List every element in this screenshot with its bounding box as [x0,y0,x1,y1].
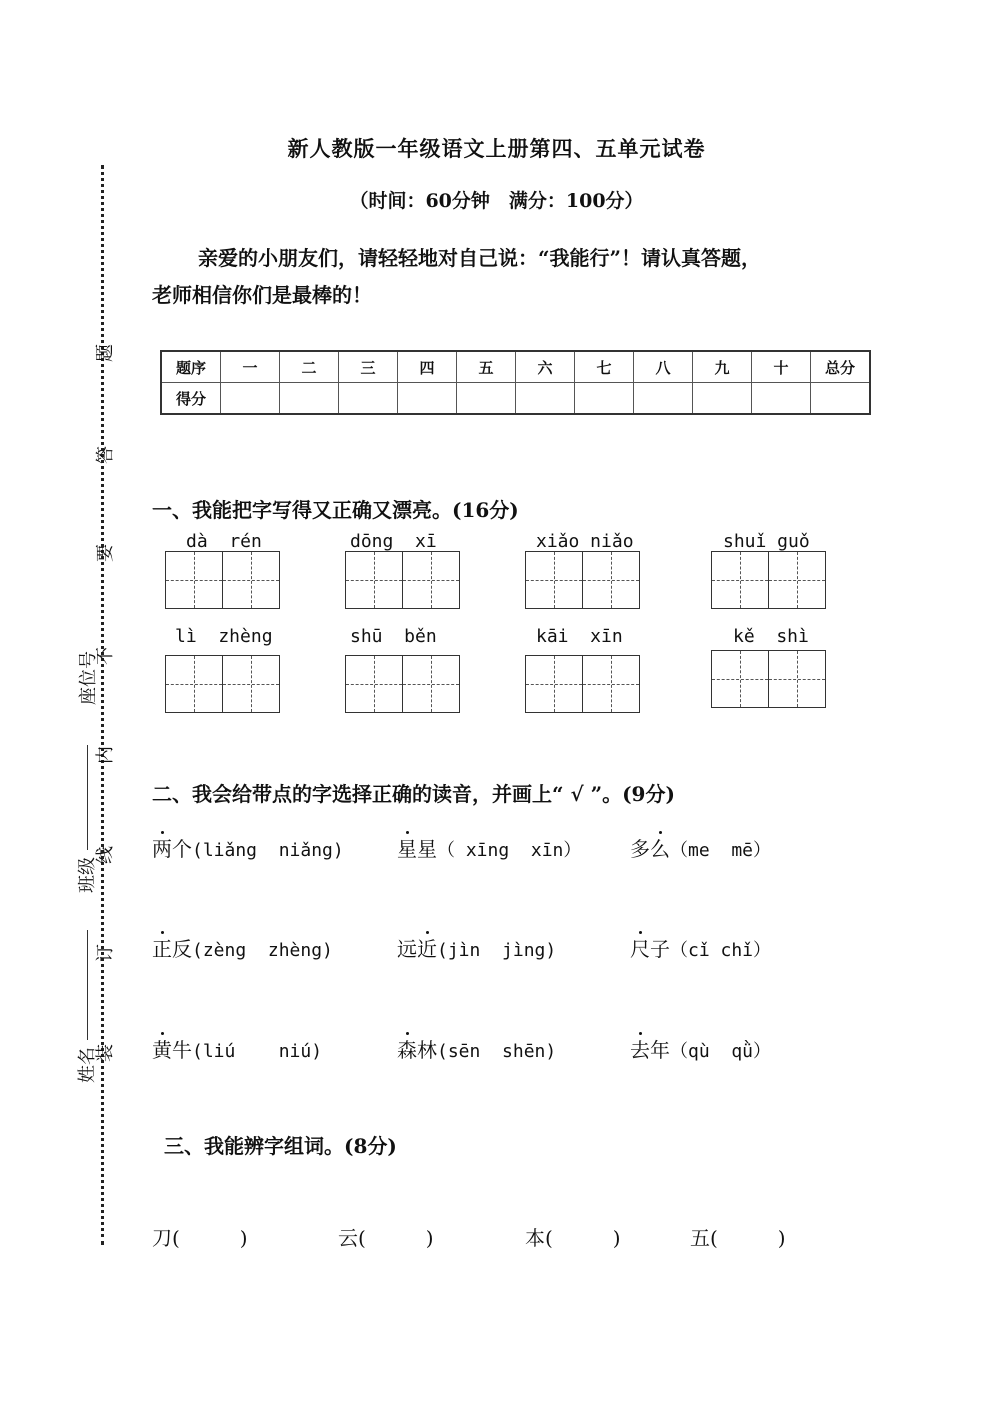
score-input-cell[interactable] [516,383,575,415]
score-input-cell[interactable] [221,383,280,415]
table-cell: 六 [516,351,575,383]
pinyin-label: shū běn [350,626,437,647]
pinyin-options: (liú niú) [192,1041,323,1062]
dotted-char: 森 [397,1038,417,1062]
seal-word: 答 [95,446,116,464]
class-write-line[interactable] [87,745,88,850]
intro-line-2: 老师相信你们是最棒的！ [152,283,372,307]
reading-choice-item[interactable] [152,1034,322,1063]
table-cell: 一 [221,351,280,383]
seal-word: 线 [95,846,116,864]
section-1-title: 一、我能把字写得又正确又漂亮。(16分) [152,498,519,522]
seal-word: 订 [95,944,116,962]
seal-word: 不 [95,647,116,665]
page-title: 新人教版一年级语文上册第四、五单元试卷 [287,136,706,161]
table-cell: 五 [457,351,516,383]
name-write-line[interactable] [87,930,88,1040]
pinyin-label: lì zhèng [175,626,273,647]
score-input-cell[interactable] [693,383,752,415]
table-cell: 四 [398,351,457,383]
pinyin-options: (jìn jìng) [437,940,557,961]
name-label: 姓名 [77,1047,98,1083]
tianzige-pair[interactable] [165,655,280,713]
score-input-cell[interactable] [634,383,693,415]
word-pre: 多 [630,837,650,861]
tianzige-pair[interactable] [345,551,460,609]
score-input-cell[interactable] [398,383,457,415]
reading-choice-item[interactable] [630,933,771,962]
intro-text [152,240,872,314]
tianzige-pair[interactable] [711,551,826,609]
pinyin-options: （me mē） [670,840,772,861]
seat-number-label: 座位号 [78,651,99,705]
tianzige-pair[interactable] [345,655,460,713]
word-post: 子 [650,937,670,961]
pinyin-options: （ xīng xīn） [437,840,582,861]
tianzige-pair[interactable] [525,655,640,713]
exam-info: （时间：60分钟 满分：100分） [349,190,644,212]
pinyin-options: (sēn shēn) [437,1041,557,1062]
table-row [161,351,870,383]
reading-choice-item[interactable] [630,833,771,862]
dotted-char: 黄 [152,1038,172,1062]
seal-word: 装 [95,1044,116,1062]
dotted-char: 尺 [630,937,650,961]
table-cell: 九 [693,351,752,383]
word-post: 牛 [172,1038,192,1062]
word-group-blank[interactable]: 本( ) [525,1226,621,1250]
table-cell: 八 [634,351,693,383]
score-input-cell[interactable] [339,383,398,415]
seal-word: 内 [95,746,116,764]
dotted-char: 正 [152,937,172,961]
word-group-blank[interactable]: 五( ) [690,1226,786,1250]
table-row [161,383,870,415]
dotted-char: 两 [152,837,172,861]
word-post: 个 [172,837,192,861]
pinyin-label: dà rén [186,531,262,552]
section-3-title: 三、我能辨字组词。(8分) [164,1134,397,1158]
table-cell: 三 [339,351,398,383]
dotted-char: 去 [630,1038,650,1062]
table-cell: 总分 [811,351,871,383]
table-cell: 得分 [161,383,221,415]
section-2-title: 二、我会给带点的字选择正确的读音，并画上“ √ ”。(9分) [152,782,675,806]
word-group-blank[interactable]: 刀( ) [152,1226,248,1250]
table-cell: 题序 [161,351,221,383]
word-group-blank[interactable]: 云( ) [338,1226,434,1250]
reading-choice-item[interactable] [152,933,333,962]
pinyin-label: kāi xīn [536,626,623,647]
tianzige-pair[interactable] [711,650,826,708]
reading-choice-item[interactable] [397,833,581,862]
binding-dotted-line [101,165,104,1245]
tianzige-pair[interactable] [525,551,640,609]
seal-word: 要 [95,544,116,562]
dotted-char: 星 [397,837,417,861]
reading-choice-item[interactable] [397,933,556,962]
tianzige-pair[interactable] [165,551,280,609]
table-cell: 十 [752,351,811,383]
score-input-cell[interactable] [280,383,339,415]
table-cell: 七 [575,351,634,383]
pinyin-label: xiǎo niǎo [536,531,634,552]
score-input-cell[interactable] [752,383,811,415]
word-post: 林 [417,1038,437,1062]
reading-choice-item[interactable] [152,833,344,862]
dotted-char: 么 [650,837,670,861]
score-input-cell[interactable] [575,383,634,415]
dotted-char: 近 [417,937,437,961]
word-post: 反 [172,937,192,961]
word-pre: 远 [397,937,417,961]
score-input-cell[interactable] [457,383,516,415]
pinyin-label: kě shì [733,626,809,647]
class-label: 班级 [77,857,98,893]
reading-choice-item[interactable] [630,1034,771,1063]
pinyin-options: (zèng zhèng) [192,940,333,961]
reading-choice-item[interactable] [397,1034,556,1063]
seal-word: 题 [95,344,116,362]
table-cell: 二 [280,351,339,383]
word-post: 星 [417,837,437,861]
score-table [160,350,871,415]
pinyin-options: (liǎng niǎng) [192,840,344,861]
pinyin-label: shuǐ guǒ [723,531,810,552]
intro-line-1: 亲爱的小朋友们，请轻轻地对自己说：“我能行”！请认真答题， [198,246,762,270]
pinyin-options: （cǐ chǐ） [670,940,772,961]
pinyin-options: （qù qǜ） [670,1041,772,1062]
word-post: 年 [650,1038,670,1062]
score-input-cell[interactable] [811,383,871,415]
pinyin-label: dōng xī [350,531,437,552]
